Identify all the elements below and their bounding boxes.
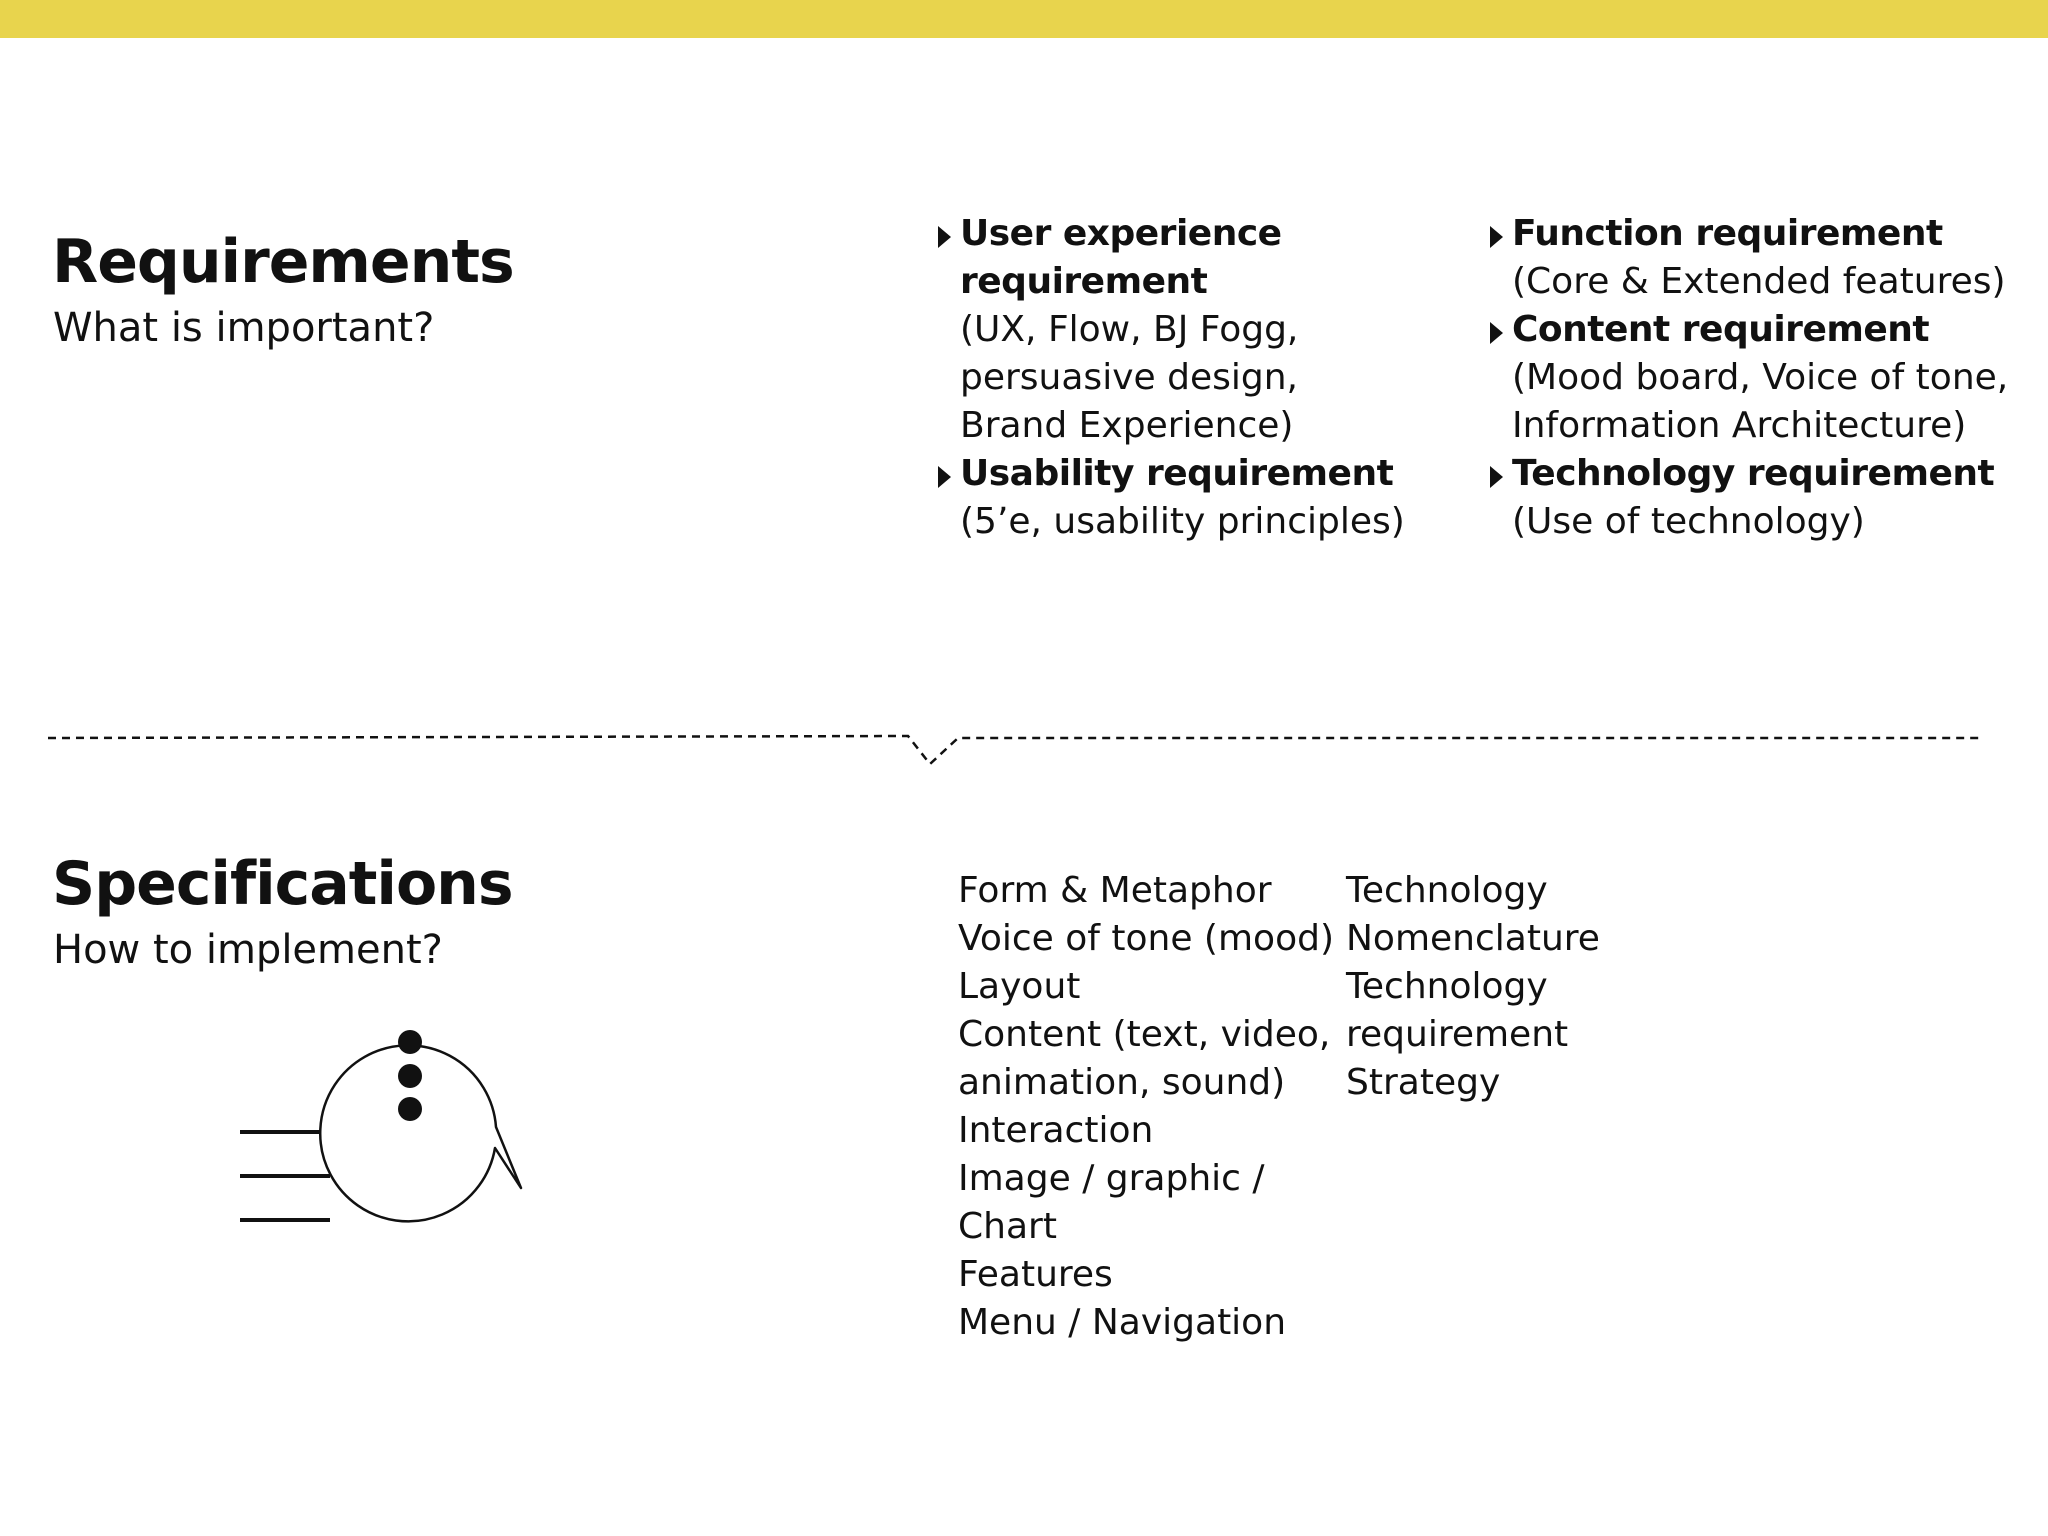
list-item: Voice of tone (mood)	[958, 918, 1334, 959]
text-lines-icon	[240, 1132, 330, 1220]
requirement-item-function	[1490, 210, 2010, 306]
list-item: Form & Metaphor	[958, 870, 1272, 911]
specifications-right-list	[1346, 867, 1600, 1107]
requirement-item-user-experience	[938, 210, 1408, 450]
triangle-right-icon	[938, 226, 951, 248]
list-item: Content (text, video,	[958, 1014, 1331, 1055]
list-item: Features	[958, 1254, 1113, 1295]
triangle-right-icon	[1490, 466, 1503, 488]
requirement-detail: (5’e, usability principles)	[960, 501, 1405, 542]
accent-bar	[0, 0, 2048, 38]
requirement-detail: (Use of technology)	[1512, 501, 1865, 542]
triangle-right-icon	[1490, 322, 1503, 344]
requirement-item-usability	[938, 450, 1408, 546]
list-item: Technology	[1346, 870, 1548, 911]
list-item: requirement	[1346, 1014, 1569, 1055]
triangle-right-icon	[938, 466, 951, 488]
dashed-divider	[0, 720, 2048, 770]
speech-bubble-icon	[320, 1030, 521, 1221]
specifications-subtitle: How to implement?	[53, 927, 443, 973]
requirement-detail: (Mood board, Voice of tone, Information Architecture)	[1512, 357, 2009, 446]
list-item: Interaction	[958, 1110, 1154, 1151]
specifications-heading: Specifications	[52, 849, 513, 919]
requirements-right-list	[1490, 210, 2010, 546]
specifications-left-list	[958, 867, 1334, 1347]
requirements-heading: Requirements	[52, 227, 514, 297]
requirement-title: Function requirement	[1512, 213, 1943, 254]
requirement-title: User experience requirement	[960, 213, 1282, 302]
speech-illustration	[230, 978, 570, 1238]
list-item: Chart	[958, 1206, 1057, 1247]
list-item: animation, sound)	[958, 1062, 1286, 1103]
requirement-title: Content requirement	[1512, 309, 1930, 350]
list-item: Image / graphic /	[958, 1158, 1265, 1199]
list-item: Menu / Navigation	[958, 1302, 1287, 1343]
requirements-left-list	[938, 210, 1408, 546]
list-item: Layout	[958, 966, 1081, 1007]
requirement-title: Technology requirement	[1512, 453, 1995, 494]
requirement-detail: (Core & Extended features)	[1512, 261, 2006, 302]
requirements-subtitle: What is important?	[53, 305, 435, 351]
list-item: Technology	[1346, 966, 1548, 1007]
requirement-item-technology	[1490, 450, 2010, 546]
list-item: Strategy	[1346, 1062, 1501, 1103]
triangle-right-icon	[1490, 226, 1503, 248]
list-item: Nomenclature	[1346, 918, 1600, 959]
requirement-item-content	[1490, 306, 2010, 450]
requirement-detail: (UX, Flow, BJ Fogg, persuasive design, Brand Experience)	[960, 309, 1299, 446]
requirement-title: Usability requirement	[960, 453, 1394, 494]
